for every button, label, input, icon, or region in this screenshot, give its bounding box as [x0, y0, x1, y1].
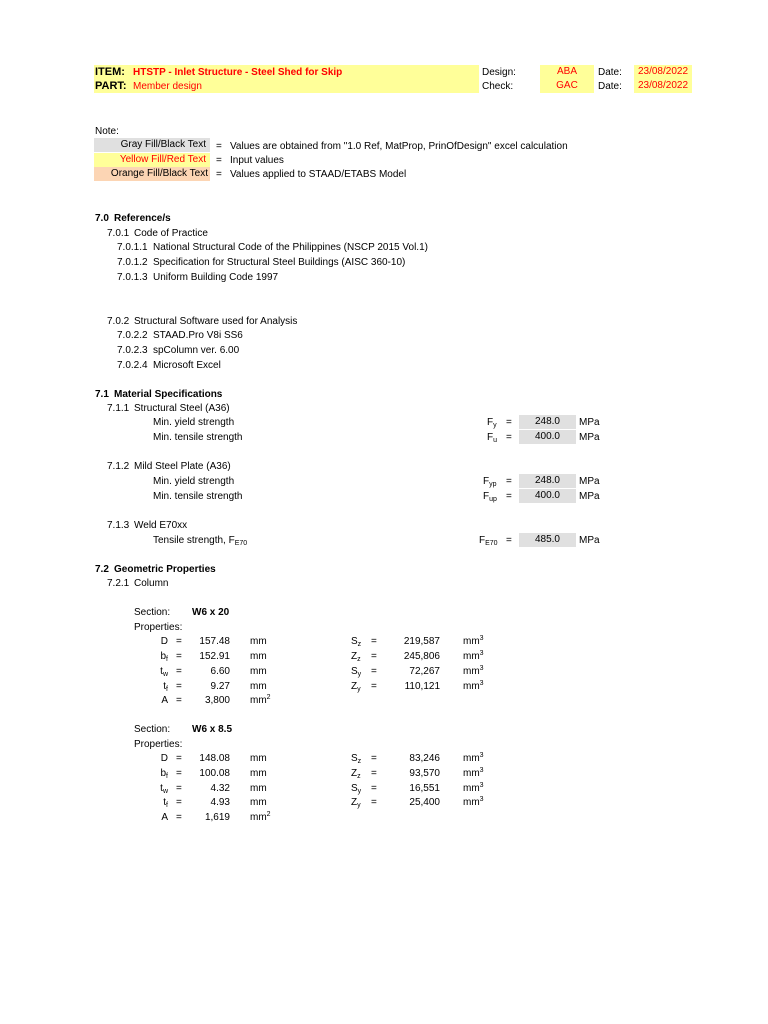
prop-eq: =: [176, 812, 182, 823]
prop-value: 152.91: [199, 651, 230, 662]
check-value: GAC: [540, 79, 594, 93]
prop-symbol: $b_f$: [160, 651, 168, 663]
weld-label: Tensile strength, $F_{E70}$: [153, 535, 248, 547]
prop-value: 219,587: [403, 636, 440, 647]
column-title: Column: [134, 578, 169, 589]
material-eq: =: [506, 491, 512, 502]
properties-label: Properties:: [134, 622, 183, 633]
note-gray-fill: Gray Fill/Black Text: [94, 138, 210, 152]
prop-value: 157.48: [199, 636, 230, 647]
plate-num: 7.1.2: [107, 461, 130, 472]
note-eq-3: =: [216, 169, 222, 180]
material-eq: =: [506, 432, 512, 443]
prop-value: 93,570: [409, 768, 440, 779]
prop-value: 72,267: [409, 666, 440, 677]
software-item-num: 7.0.2.3: [117, 345, 148, 356]
section-name: W6 x 8.5: [192, 724, 233, 735]
weld-symbol: $F_{E70}$: [479, 535, 498, 547]
design-value: ABA: [540, 65, 594, 79]
section-label: Section:: [134, 607, 171, 618]
section-7-1-num: 7.1: [95, 389, 109, 400]
ref-item-num: 7.0.1.2: [117, 257, 148, 268]
prop-eq: =: [176, 681, 182, 692]
section-7-0-num: 7.0: [95, 213, 109, 224]
column-num: 7.2.1: [107, 578, 130, 589]
weld-value: 485.0: [519, 533, 576, 547]
software-item-num: 7.0.2.4: [117, 360, 148, 371]
item-value: HTSTP - Inlet Structure - Steel Shed for Skip: [133, 67, 343, 78]
prop-symbol: $S_y$: [351, 666, 362, 678]
prop-value: 4.32: [210, 783, 230, 794]
software-title: Structural Software used for Analysis: [134, 316, 298, 327]
material-unit: MPa: [579, 432, 600, 443]
material-unit: MPa: [579, 476, 600, 487]
prop-unit: mm: [250, 768, 267, 779]
prop-symbol: $Z_z$: [351, 768, 361, 780]
software-item-num: 7.0.2.2: [117, 330, 148, 341]
prop-unit: mm: [250, 783, 267, 794]
prop-unit: mm: [250, 681, 267, 692]
prop-symbol: $S_y$: [351, 783, 362, 795]
prop-value: 25,400: [409, 797, 440, 808]
prop-symbol: $Z_y$: [351, 681, 361, 693]
material-unit: MPa: [579, 491, 600, 502]
prop-symbol: D: [160, 636, 168, 647]
software-num: 7.0.2: [107, 316, 130, 327]
ref-item-num: 7.0.1.1: [117, 242, 148, 253]
prop-symbol: $t_f$: [163, 797, 168, 809]
prop-unit: mm: [250, 666, 267, 677]
prop-symbol: $t_w$: [160, 666, 168, 678]
prop-eq: =: [371, 666, 377, 677]
prop-value: 4.93: [210, 797, 230, 808]
material-symbol: $F_u$: [487, 432, 498, 444]
material-symbol: $F_y$: [487, 417, 497, 429]
prop-eq: =: [371, 797, 377, 808]
material-value: 248.0: [519, 415, 576, 429]
material-eq: =: [506, 417, 512, 428]
prop-value: 16,551: [409, 783, 440, 794]
ref-item-text: National Structural Code of the Philippines (NSCP 2015 Vol.1): [153, 242, 428, 253]
prop-eq: =: [371, 768, 377, 779]
note-eq-2: =: [216, 155, 222, 166]
prop-symbol: $S_z$: [351, 636, 362, 648]
prop-value: 83,246: [409, 753, 440, 764]
note-title: Note:: [95, 126, 119, 137]
material-symbol: $F_{up}$: [483, 491, 497, 503]
prop-eq: =: [176, 753, 182, 764]
date-label-2: Date:: [598, 81, 622, 92]
material-eq: =: [506, 476, 512, 487]
prop-unit: mm: [250, 651, 267, 662]
note-orange-fill: Orange Fill/Black Text: [94, 167, 210, 181]
prop-symbol: A: [161, 812, 168, 823]
prop-unit: $mm^3$: [463, 782, 484, 794]
prop-eq: =: [176, 636, 182, 647]
prop-eq: =: [176, 695, 182, 706]
material-label: Min. tensile strength: [153, 432, 243, 443]
prop-unit: $mm^3$: [463, 665, 484, 677]
structural-num: 7.1.1: [107, 403, 130, 414]
prop-unit: $mm^2$: [250, 694, 271, 706]
plate-title: Mild Steel Plate (A36): [134, 461, 231, 472]
note-desc-3: Values applied to STAAD/ETABS Model: [230, 169, 407, 180]
material-value: 400.0: [519, 430, 576, 444]
prop-eq: =: [176, 651, 182, 662]
prop-unit: $mm^3$: [463, 680, 484, 692]
prop-eq: =: [371, 753, 377, 764]
prop-value: 110,121: [404, 681, 440, 692]
code-num: 7.0.1: [107, 228, 130, 239]
section-7-1-title: Material Specifications: [114, 389, 223, 400]
prop-unit: mm: [250, 797, 267, 808]
note-eq-1: =: [216, 141, 222, 152]
prop-value: 6.60: [210, 666, 230, 677]
prop-eq: =: [371, 681, 377, 692]
prop-eq: =: [371, 636, 377, 647]
material-label: Min. yield strength: [153, 417, 235, 428]
section-name: W6 x 20: [192, 607, 230, 618]
code-title: Code of Practice: [134, 228, 208, 239]
structural-title: Structural Steel (A36): [134, 403, 230, 414]
date-value-1: 23/08/2022: [634, 65, 692, 79]
weld-title: Weld E70xx: [134, 520, 188, 531]
prop-symbol: $t_f$: [163, 681, 168, 693]
material-value: 400.0: [519, 489, 576, 503]
section-7-2-num: 7.2: [95, 564, 109, 575]
prop-symbol: $b_f$: [160, 768, 168, 780]
prop-symbol: $t_w$: [160, 783, 168, 795]
ref-item-num: 7.0.1.3: [117, 272, 148, 283]
prop-value: 245,806: [403, 651, 440, 662]
prop-symbol: A: [161, 695, 168, 706]
prop-symbol: D: [160, 753, 168, 764]
section-7-0-title: Reference/s: [114, 213, 171, 224]
ref-item-text: Specification for Structural Steel Buildings (AISC 360-10): [153, 257, 406, 268]
prop-eq: =: [371, 651, 377, 662]
material-value: 248.0: [519, 474, 576, 488]
prop-eq: =: [176, 797, 182, 808]
material-label: Min. yield strength: [153, 476, 235, 487]
software-item-text: Microsoft Excel: [153, 360, 221, 371]
note-desc-1: Values are obtained from "1.0 Ref, MatProp, PrinOfDesign" excel calculation: [230, 141, 568, 152]
part-value: Member design: [133, 81, 202, 92]
prop-eq: =: [176, 783, 182, 794]
prop-unit: $mm^3$: [463, 752, 484, 764]
prop-eq: =: [371, 783, 377, 794]
software-item-text: spColumn ver. 6.00: [153, 345, 240, 356]
prop-symbol: $Z_z$: [351, 651, 361, 663]
prop-unit: $mm^3$: [463, 767, 484, 779]
prop-value: 100.08: [199, 768, 230, 779]
material-unit: MPa: [579, 417, 600, 428]
check-label: Check:: [482, 81, 514, 92]
ref-item-text: Uniform Building Code 1997: [153, 272, 279, 283]
prop-unit: $mm^2$: [250, 811, 271, 823]
prop-value: 1,619: [204, 812, 230, 823]
design-label: Design:: [482, 67, 516, 78]
date-value-2: 23/08/2022: [634, 79, 692, 93]
prop-unit: $mm^3$: [463, 796, 484, 808]
section-label: Section:: [134, 724, 171, 735]
prop-eq: =: [176, 768, 182, 779]
prop-unit: $mm^3$: [463, 635, 484, 647]
note-yellow-fill: Yellow Fill/Red Text: [94, 153, 210, 167]
part-label: PART:: [95, 80, 127, 92]
prop-unit: mm: [250, 636, 267, 647]
prop-symbol: $S_z$: [351, 753, 362, 765]
prop-value: 3,800: [204, 695, 230, 706]
prop-unit: $mm^3$: [463, 650, 484, 662]
weld-num: 7.1.3: [107, 520, 130, 531]
note-desc-2: Input values: [230, 155, 284, 166]
item-label: ITEM:: [95, 66, 125, 78]
prop-value: 148.08: [199, 753, 230, 764]
properties-label: Properties:: [134, 739, 183, 750]
prop-eq: =: [176, 666, 182, 677]
prop-unit: mm: [250, 753, 267, 764]
weld-eq: =: [506, 535, 512, 546]
section-7-2-title: Geometric Properties: [114, 564, 216, 575]
material-label: Min. tensile strength: [153, 491, 243, 502]
prop-value: 9.27: [210, 681, 230, 692]
date-label-1: Date:: [598, 67, 622, 78]
software-item-text: STAAD.Pro V8i SS6: [153, 330, 243, 341]
weld-unit: MPa: [579, 535, 600, 546]
prop-symbol: $Z_y$: [351, 797, 361, 809]
material-symbol: $F_{yp}$: [483, 476, 497, 488]
